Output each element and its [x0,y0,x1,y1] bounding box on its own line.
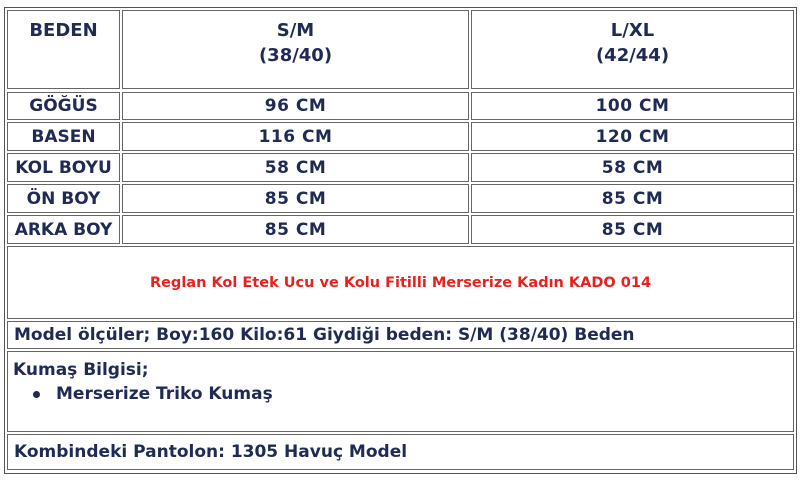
row-label: BASEN [31,126,96,147]
row-value-basen-sm [122,122,469,151]
row-label-kol-boyu [7,153,120,182]
fabric-heading: Kumaş Bilgisi; [13,360,149,380]
product-title: Reglan Kol Etek Ucu ve Kolu Fitilli Merserize Kadın KADO 014 [149,274,652,291]
header-lxl-size: L/XL [610,20,655,41]
product-title-cell [7,246,794,319]
combination-cell [7,434,794,470]
row-value: 58 CM [601,157,664,178]
row-label: GÖĞÜS [29,96,98,116]
row-value: 85 CM [601,219,664,240]
model-info-cell [7,321,794,349]
row-value: 96 CM [264,96,327,116]
row-value-on-boy-sm [122,184,469,213]
header-label: BEDEN [29,20,98,41]
row-value: 100 CM [595,96,670,116]
row-label-basen [7,122,120,151]
row-value-arka-boy-sm [122,215,469,244]
combination-info: Kombindeki Pantolon: 1305 Havuç Model [14,442,408,462]
header-sm-number: (38/40) [258,45,333,66]
header-sm-size: S/M [276,20,315,41]
row-value: 58 CM [264,157,327,178]
header-lxl-number: (42/44) [595,45,670,66]
row-value-on-boy-lxl [471,184,794,213]
header-lxl-cell [471,10,794,89]
row-value-basen-lxl [471,122,794,151]
row-label: ARKA BOY [14,219,113,240]
row-value-gogus-sm [122,92,469,120]
row-value: 116 CM [258,126,333,147]
row-label: ÖN BOY [26,188,101,209]
row-label: KOL BOYU [15,157,112,178]
model-info: Model ölçüler; Boy:160 Kilo:61 Giydiği beden: S/M (38/40) Beden [14,325,635,345]
row-label-on-boy [7,184,120,213]
row-label-arka-boy [7,215,120,244]
header-sm-cell [122,10,469,89]
bullet-icon [33,391,40,398]
row-label-gogus [7,92,120,120]
header-label-cell [7,10,120,89]
row-value-gogus-lxl [471,92,794,120]
fabric-item-label: Merserize Triko Kumaş [56,384,273,404]
fabric-info-cell [7,351,794,432]
row-value: 85 CM [601,188,664,209]
row-value: 85 CM [264,219,327,240]
row-value-kol-boyu-lxl [471,153,794,182]
row-value-kol-boyu-sm [122,153,469,182]
row-value-arka-boy-lxl [471,215,794,244]
fabric-list-item [33,384,793,404]
row-value: 120 CM [595,126,670,147]
row-value: 85 CM [264,188,327,209]
